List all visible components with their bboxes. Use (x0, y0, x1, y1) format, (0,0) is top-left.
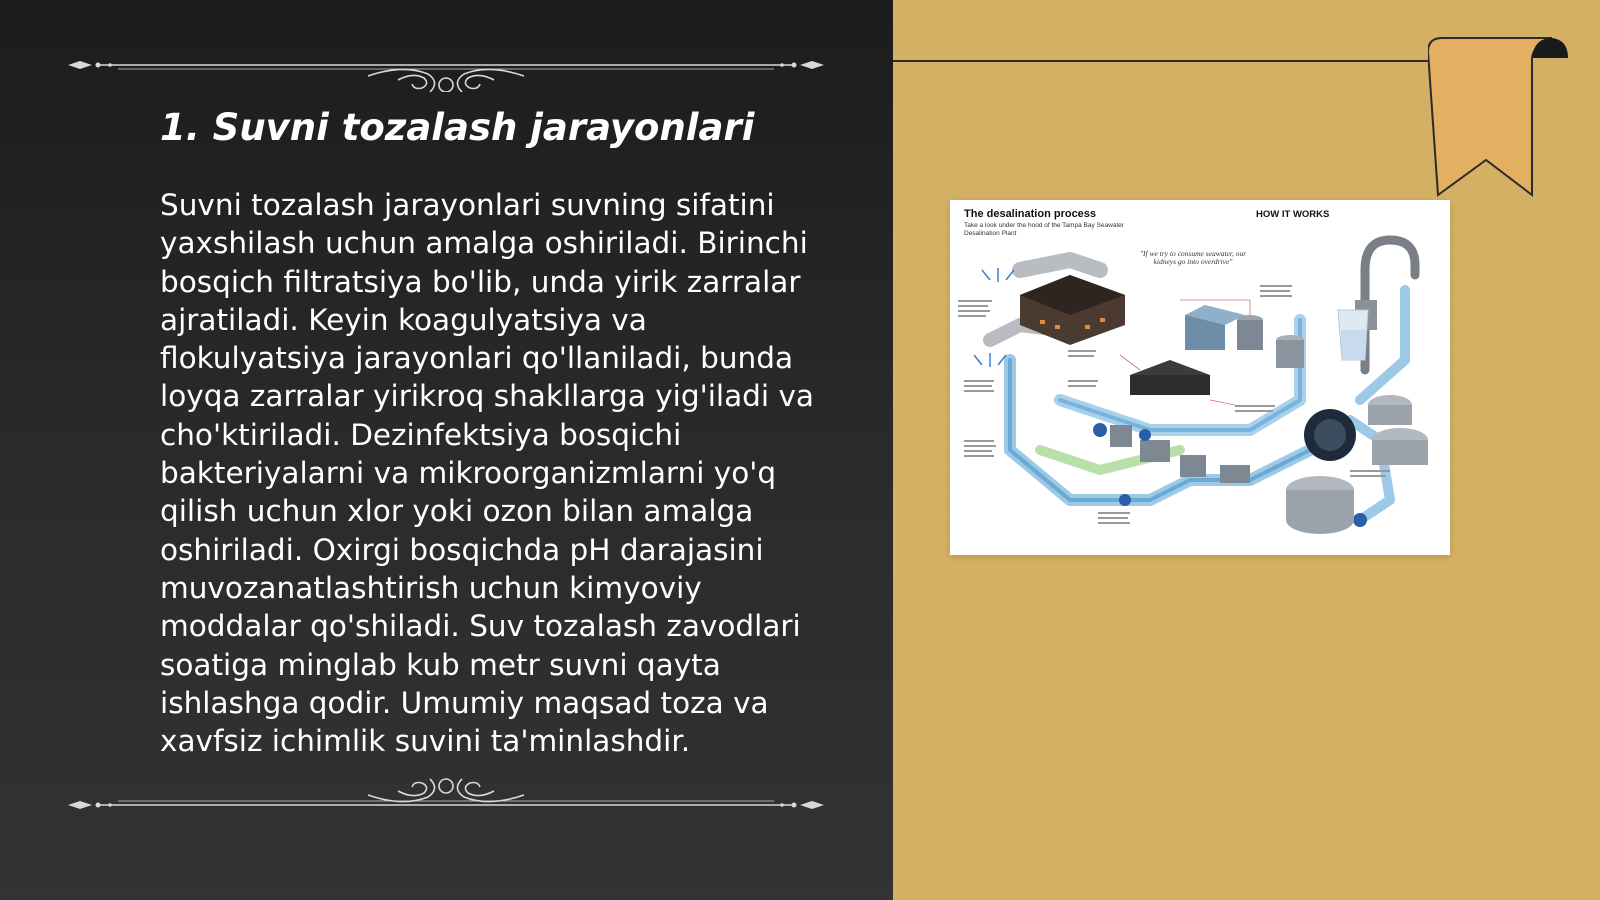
slide-title: 1. Suvni tozalash jarayonlari (160, 106, 755, 149)
figure-brand-logo: HOW IT WORKS (1256, 209, 1330, 220)
top-divider-line (893, 60, 1431, 62)
bookmark-ribbon-icon (1428, 0, 1568, 200)
slide-body-text: Suvni tozalash jarayonlari suvning sifatini yaxshilash uchun amalga oshiriladi. Birinchi bosqich filtratsiya bo'lib, unda yirik zarralar ajratiladi. Keyin koagulyatsiya va flokulyatsiya jarayonlari qo'llaniladi, bunda loyqa zarralar yirikroq shakllarga yig'iladi va cho'ktiriladi. Dezinfektsiya bosqichi bakteriyalarni va mikroorganizmlarni yo'q qilish uchun xlor yoki ozon bilan amalga oshiriladi. Oxirgi bosqichda pH darajasini muvozanatlashtirish uchun kimyoviy moddalar qo'shiladi. Suv tozalash zavodlari soatiga minglab kub metr suvni qayta ishlashga qodir. Umumiy maqsad toza va xavfsiz ichimlik suvini ta'minlashdir. (160, 188, 815, 759)
figure-quote: "If we try to consume seawater, our kidneys go into overdrive" (1139, 249, 1247, 266)
figure-title: The desalination process (964, 208, 1097, 220)
figure-subtitle: Take a look under the hood of the Tampa Bay Seawater Desalination Plant (964, 222, 1124, 237)
top-ornament-divider (68, 42, 824, 92)
desalination-process-image (950, 200, 1450, 555)
bottom-ornament-divider (68, 775, 824, 825)
